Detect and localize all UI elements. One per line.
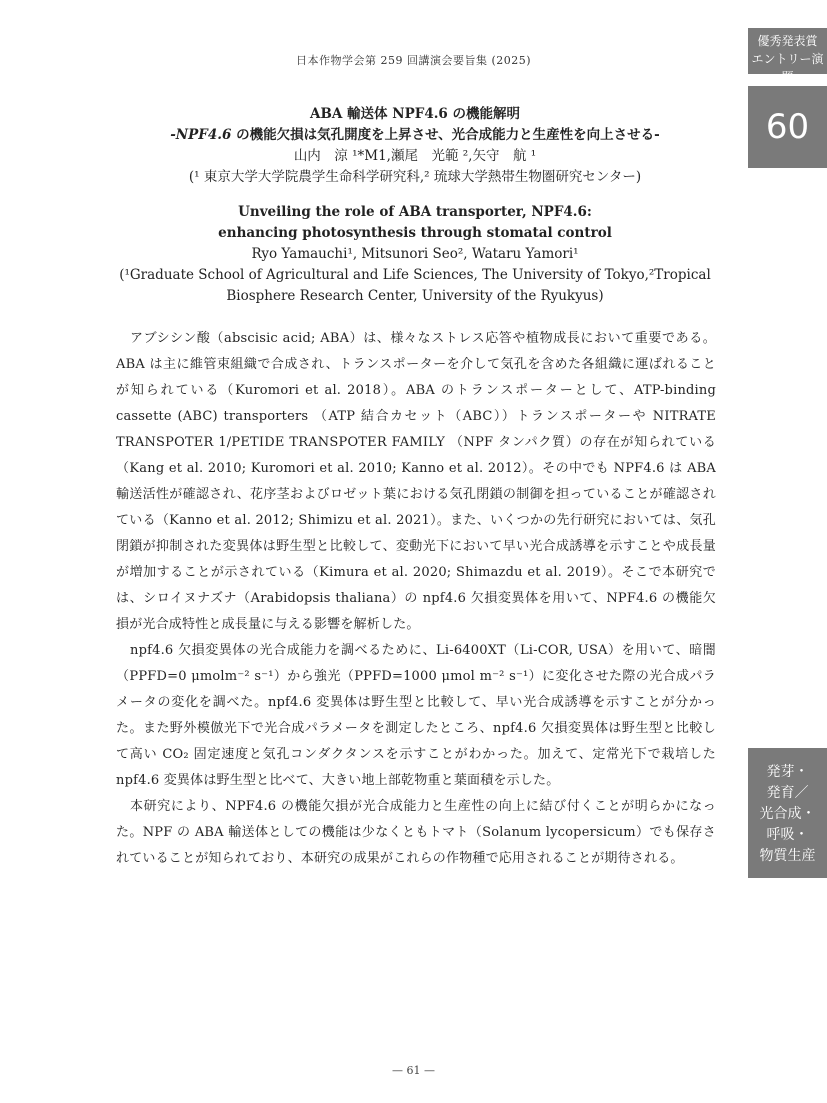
jp-title: ABA 輸送体 NPF4.6 の機能解明	[309, 106, 521, 122]
entry-tab-line1: 優秀発表賞	[757, 34, 818, 48]
body-paragraph-2: npf4.6 欠損変異体の光合成能力を調べるために、Li-6400XT（Li-COR, USA）を用いて、暗闇（PPFD=0 μmolm⁻² s⁻¹）から強光（PPFD=1000 μmol m⁻² s⁻¹）に変化させた際の光合成パラメータの変化を調べた。npf4.6 変異体は野生型と比較して、早い光合成誘導を示すことが分かった。また野外模倣光下で光合成パラメータを測定したところ、npf4.6 欠損変異体は野生型と比較して高い CO₂ 固定速度と気孔コンダクタンスを示すことがわかった。加えて、定常光下で栽培した npf4.6 変異体は野生型と比べて、大きい地上部乾物重と葉面積を示した。	[116, 643, 716, 788]
category-line: 物質生産	[759, 848, 816, 864]
category-line: 呼吸・	[766, 827, 809, 843]
abstract-body	[116, 326, 716, 872]
en-title-line2: enhancing photosynthesis through stomatal control	[218, 225, 612, 241]
title-block	[100, 104, 730, 307]
category-line: 発芽・	[766, 764, 809, 780]
entry-tab	[748, 28, 827, 84]
proceedings-header: 日本作物学会第 259 回講演会要旨集 (2025)	[295, 54, 532, 67]
entry-tab-line2: エントリー演題	[751, 52, 824, 84]
category-line: 発育／	[766, 785, 809, 801]
category-tab	[748, 748, 827, 878]
abstract-number-tab: 60	[748, 86, 827, 168]
jp-subtitle-text: の機能欠損は気孔開度を上昇させ、光合成能力と生産性を向上させる-	[231, 127, 660, 143]
page-number: — 61 —	[392, 1064, 435, 1077]
category-line: 光合成・	[759, 806, 816, 822]
en-affiliation-line2: Biosphere Research Center, University of the Ryukyus)	[226, 288, 604, 304]
en-affiliation-line1: (¹Graduate School of Agricultural and Life Sciences, The University of Tokyo,²Tropical	[119, 267, 711, 283]
en-authors: Ryo Yamauchi¹, Mitsunori Seo², Wataru Yamori¹	[251, 246, 579, 262]
jp-affiliations: (¹ 東京大学大学院農学生命科学研究科,² 琉球大学熱帯生物圏研究センター)	[188, 169, 642, 185]
jp-authors: 山内 涼 ¹*M1,瀬尾 光範 ²,矢守 航 ¹	[293, 148, 537, 164]
body-paragraph-1: アブシシン酸（abscisic acid; ABA）は、様々なストレス応答や植物成長において重要である。ABA は主に維管束組織で合成され、トランスポーターを介して気孔を含めた各組織に運ばれることが知られている（Kuromori et al. 2018）。ABA のトランスポーターとして、ATP-binding cassette (ABC) transporters （ATP 結合カセット（ABC））トランスポーターや NITRATE TRANSPOTER 1/PETIDE TRANSPOTER FAMILY （NPF タンパク質）の存在が知られている（Kang et al. 2010; Kuromori et al. 2010; Kanno et al. 2012）。その中でも NPF4.6 は ABA 輸送活性が確認され、花序茎およびロゼット葉における気孔閉鎖の制御を担っていることが確認されている（Kanno et al. 2012; Shimizu et al. 2021）。また、いくつかの先行研究においては、気孔閉鎖が抑制された変異体は野生型と比較して、変動光下において早い光合成誘導を示すことや成長量が増加することが示されている（Kimura et al. 2020; Shimazdu et al. 2019）。そこで本研究では、シロイヌナズナ（Arabidopsis thaliana）の npf4.6 欠損変異体を用いて、NPF4.6 の機能欠損が光合成特性と成長量に与える影響を解析した。	[116, 331, 716, 632]
body-paragraph-3: 本研究により、NPF4.6 の機能欠損が光合成能力と生産性の向上に結び付くことが明らかになった。NPF の ABA 輸送体としての機能は少なくともトマト（Solanum lycopersicum）でも保存されていることが知られており、本研究の成果がこれらの作物種で応用されることが期待される。	[116, 799, 716, 866]
jp-subtitle-gene: -NPF4.6	[170, 127, 232, 143]
jp-subtitle	[100, 125, 730, 146]
en-title-line1: Unveiling the role of ABA transporter, NPF4.6:	[238, 204, 592, 220]
